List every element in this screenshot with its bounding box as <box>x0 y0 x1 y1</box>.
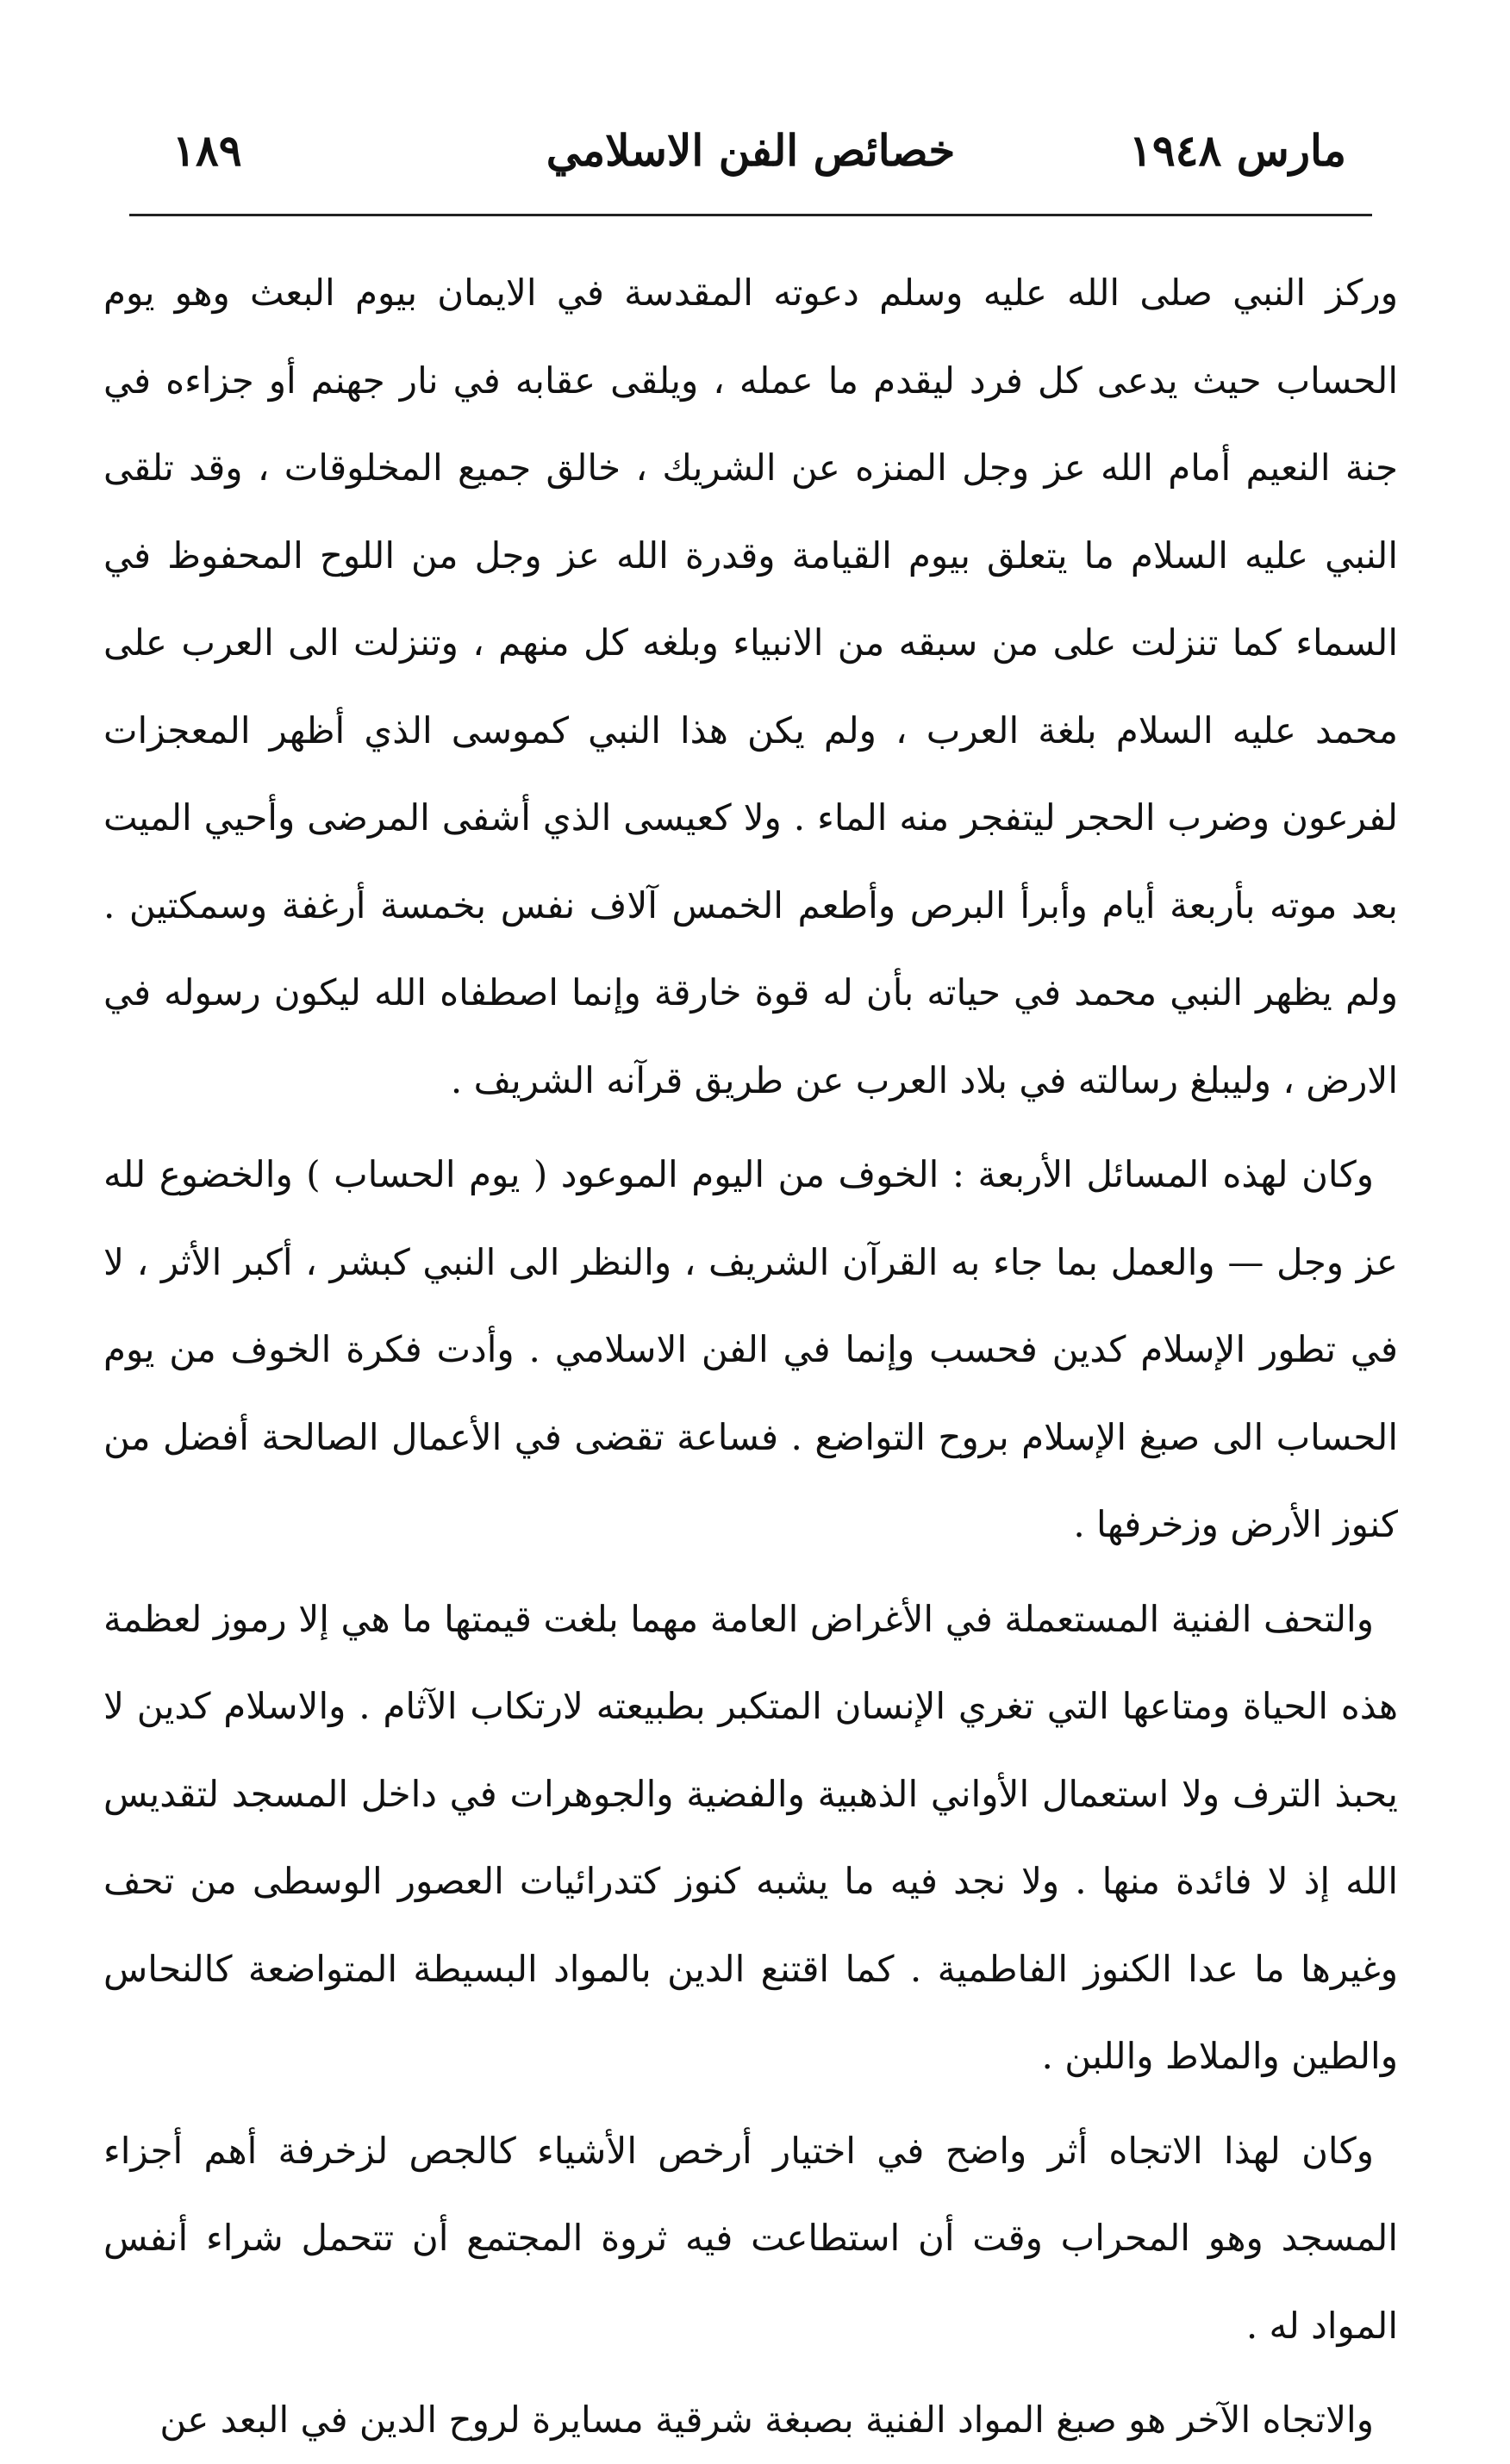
article-body <box>103 249 1398 2464</box>
running-title: خصائص الفن الاسلامي <box>546 125 956 176</box>
paragraph-5: والاتجاه الآخر هو صبغ المواد الفنية بصبغة شرقية مسايرة لروح الدين في البعد عن <box>159 2399 1374 2441</box>
paragraph-2: وكان لهذه المسائل الأربعة : الخوف من اليوم الموعود ( يوم الحساب ) والخضوع لله عز وجل — والعمل بما جاء به القرآن الشريف ، والنظر الى النبي كبشر ، أكبر الأثر ، لا في تطور الإسلام كدين فحسب وإنما في الفن الاسلامي . وأدت فكرة الخوف من يوم الحساب الى صبغ الإسلام بروح التواضع . فساعة تقضى في الأعمال الصالحة أفضل من كنوز الأرض وزخرفها . <box>103 1153 1398 1545</box>
header-rule <box>129 214 1372 216</box>
page-number: ١٨٩ <box>172 125 242 176</box>
paragraph-3: والتحف الفنية المستعملة في الأغراض العامة مهما بلغت قيمتها ما هي إلا رموز لعظمة هذه الحياة ومتاعها التي تغري الإنسان المتكبر بطبيعته لارتكاب الآثام . والاسلام كدين لا يحبذ الترف ولا استعمال الأواني الذهبية والفضية والجوهرات في داخل المسجد لتقديس الله إذ لا فائدة منها . ولا نجد فيه ما يشبه كنوز كتدرائيات العصور الوسطى من تحف وغيرها ما عدا الكنوز الفاطمية . كما اقتنع الدين بالمواد البسيطة المتواضعة كالنحاس والطين والملاط واللبن . <box>103 1597 1398 2077</box>
issue-date: مارس ١٩٤٨ <box>1128 125 1346 176</box>
running-header <box>103 103 1398 198</box>
paragraph-1: وركز النبي صلى الله عليه وسلم دعوته المقدسة في الايمان بيوم البعث وهو يوم الحساب حيث يدعى كل فرد ليقدم ما عمله ، ويلقى عقابه في نار جهنم أو جزاءه في جنة النعيم أمام الله عز وجل المنزه عن الشريك ، خالق جميع المخلوقات ، وقد تلقى النبي عليه السلام ما يتعلق بيوم القيامة وقدرة الله عز وجل من اللوح المحفوظ في السماء كما تنزلت على من سبقه من الانبياء وبلغه كل منهم ، وتنزلت الى العرب على محمد عليه السلام بلغة العرب ، ولم يكن هذا النبي كموسى الذي أظهر المعجزات لفرعون وضرب الحجر ليتفجر منه الماء . ولا كعيسى الذي أشفى المرضى وأحيي الميت بعد موته بأربعة أيام وأبرأ البرص وأطعم الخمس آلاف نفس بخمسة أرغفة وسمكتين . ولم يظهر النبي محمد في حياته بأن له قوة خارقة وإنما اصطفاه الله ليكون رسوله في الارض ، وليبلغ رسالته في بلاد العرب عن طريق قرآنه الشريف . <box>103 271 1398 1101</box>
paragraph-4: وكان لهذا الاتجاه أثر واضح في اختيار أرخص الأشياء كالجص لزخرفة أهم أجزاء المسجد وهو المحراب وقت أن استطاعت فيه ثروة المجتمع أن تتحمل شراء أنفس المواد له . <box>103 2129 1398 2347</box>
